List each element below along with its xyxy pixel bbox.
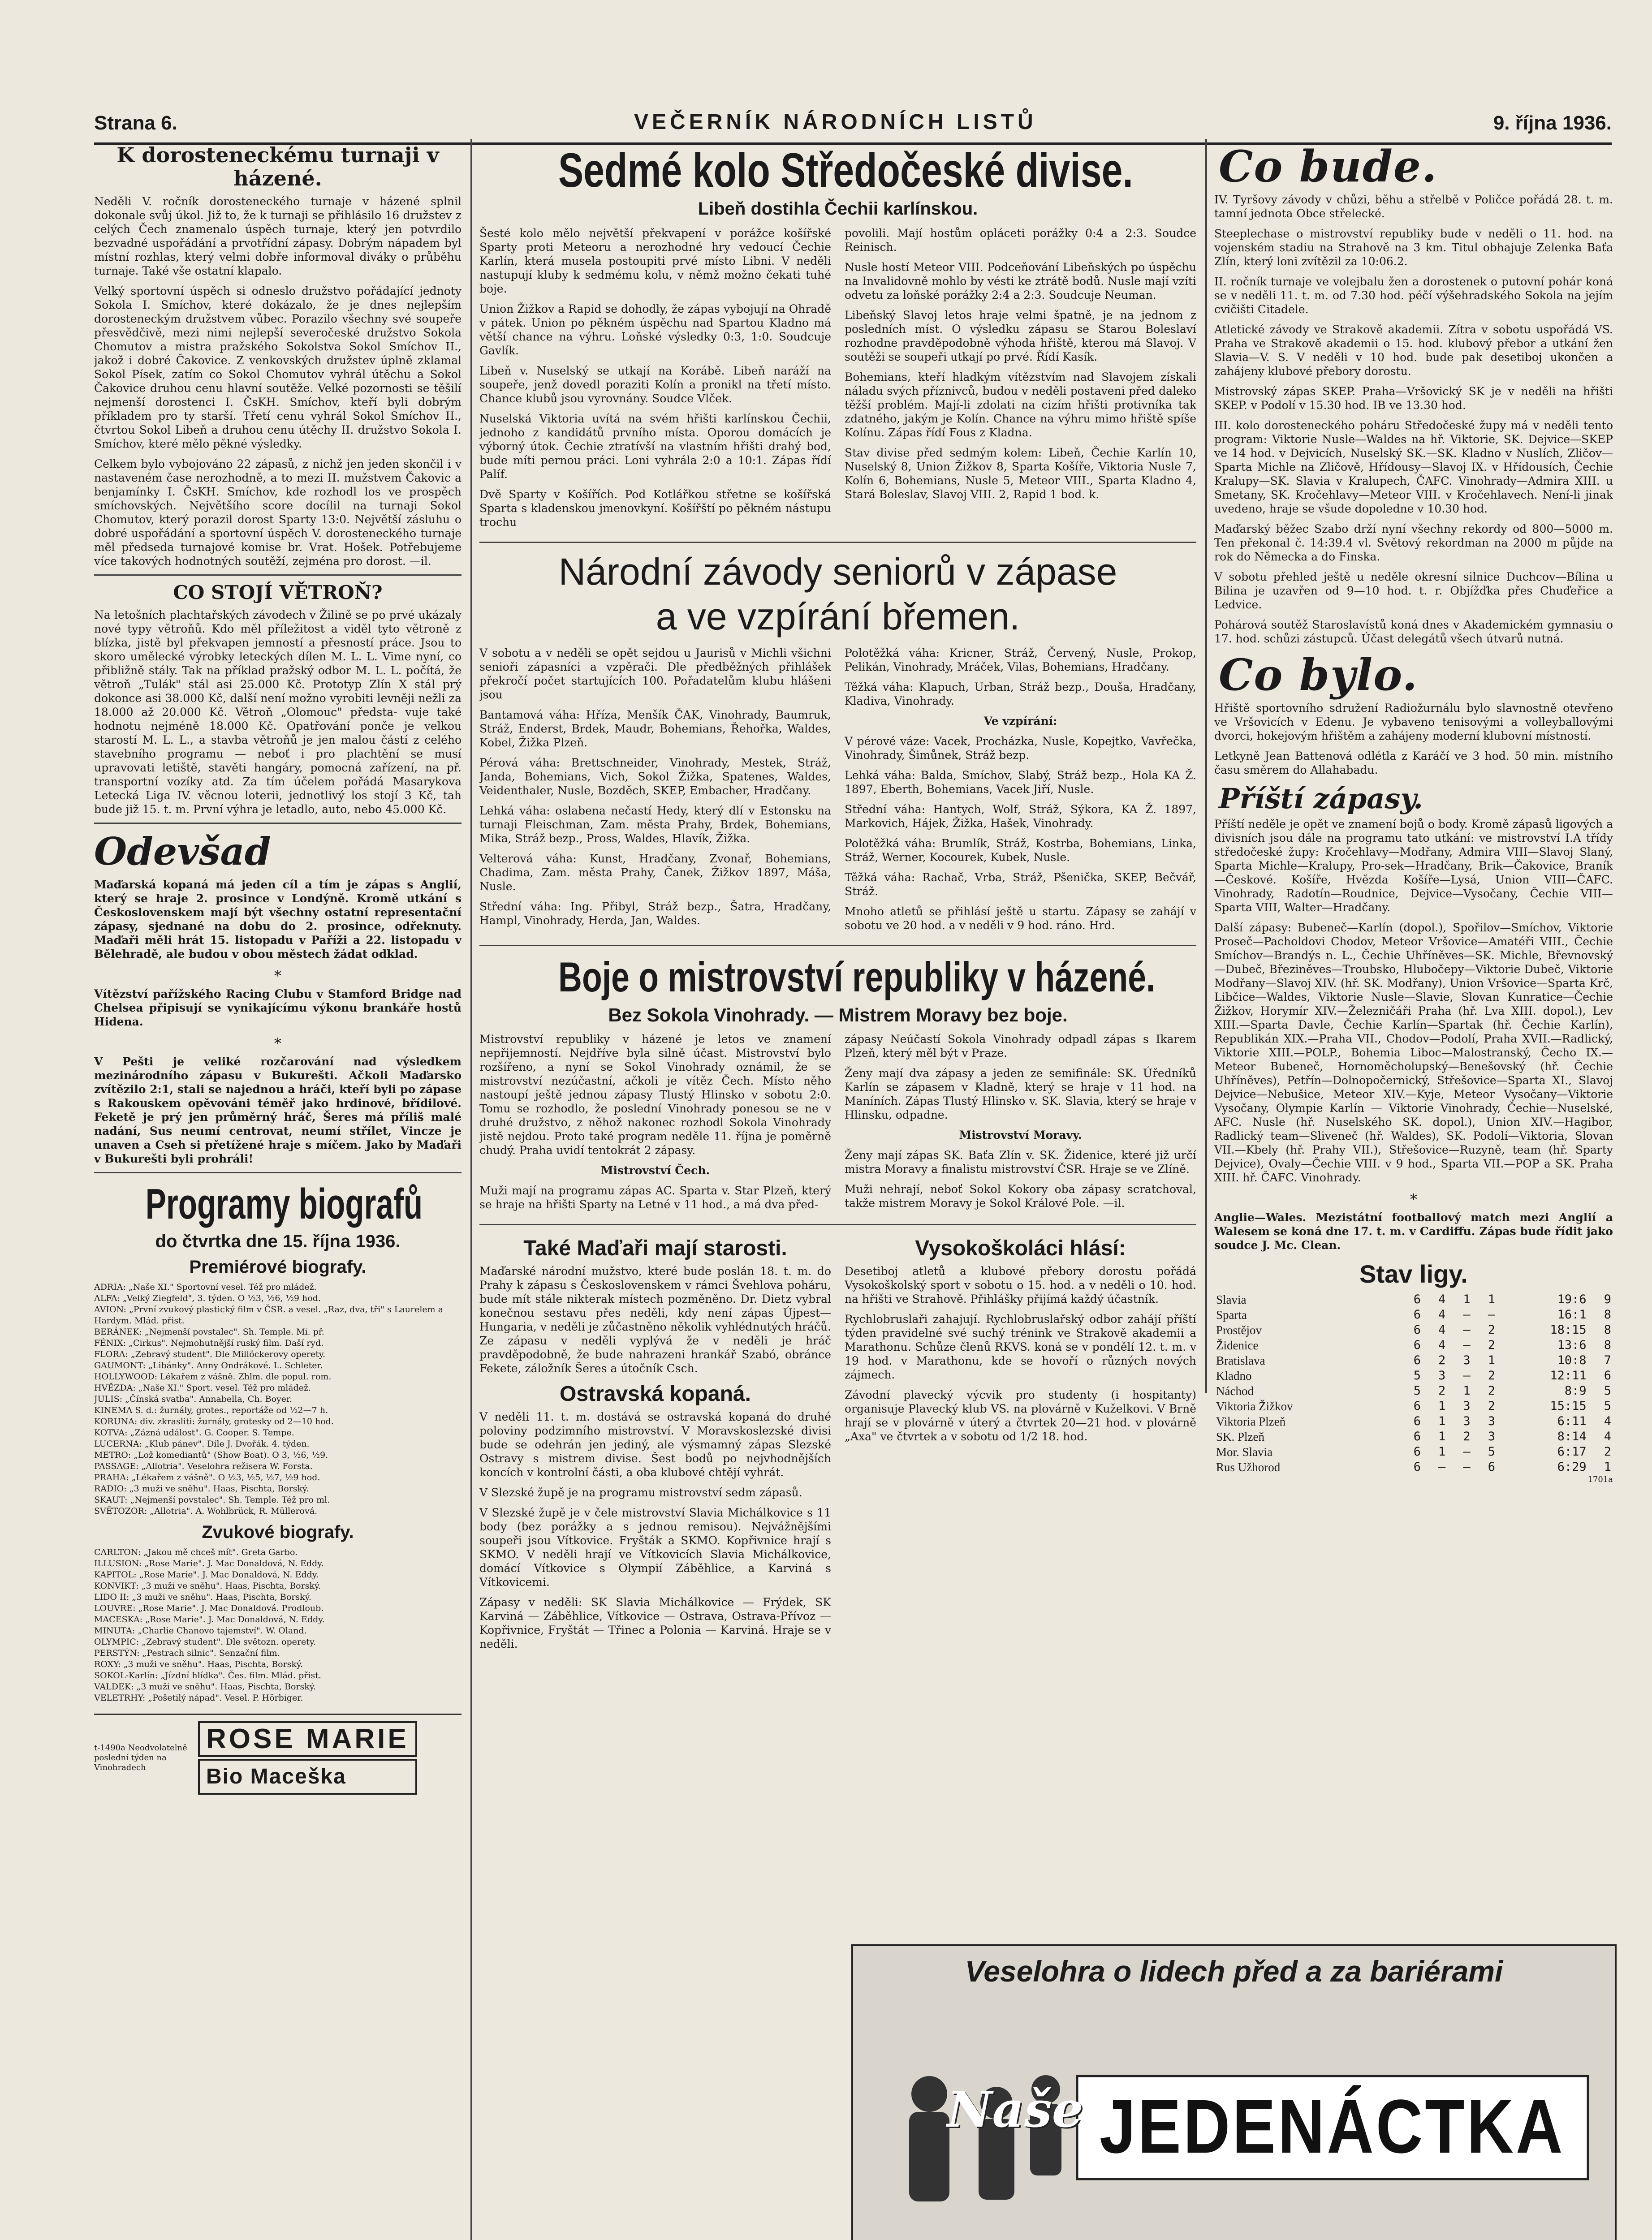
subheading-mistrovstvi-moravy: Mistrovství Moravy. [959,1129,1082,1142]
league-table [1214,1292,1613,1475]
table-cell: 2 [1488,1338,1495,1352]
list-item: METRO: „Lož komediantů" (Show Boat). O 3, ½6, ½9. [94,1450,328,1460]
list-item: KOTVA: „Zázná událost". G. Cooper. S. Tempe. [94,1428,294,1438]
table-cell: 4 [1438,1308,1446,1322]
table-cell: — [1488,1308,1495,1322]
table-row [1214,1399,1613,1414]
headline-boje: Boje o mistrovství republiky v házené. [558,953,1156,1000]
paragraph: Závodní plavecký výcvik pro studenty (i hospitanty) organisuje Plavecký klub VS. na plovárně v Kuželkovi. V Brně hrají se v plovárně v úterý a čtvrtek 20—21 hod. v plovárně „Axa" ve čtvrtek a v sobotu od 1/2 18. hod. [845,1388,1196,1443]
list-item: HOLLYWOOD: Lékařem z vášně. Zhlm. dle popul. rom. [94,1372,332,1382]
paragraph: V Slezské župě je v čele mistrovství Slavia Michálkovice s 11 body (bez porážky a s jednou remisou). Nejvážnějšími soupeři jsou Vítkovice. Fryšták a SKMO. Kopřivnice hrají s SKMO. V neděli hrají ve Vítkovicích Slavia Michálkovice, domácí Vítkovice s Olympií Záběhlice, a Karviná s Vítkovicemi. [479,1506,831,1589]
paragraph: Těžká váha: Klapuch, Urban, Stráž bezp., Douša, Hradčany, Kladiva, Vinohrady. [845,681,1196,707]
table-cell: 5 [1488,1445,1495,1459]
list-item: VELETRHY: „Pošetilý nápad". Vesel. P. Hörbiger. [94,1693,303,1703]
paragraph: Bantamová váha: Hříza, Menšík ČAK, Vinohrady, Baumruk, Stráž, Enderst, Brdek, Maudr, Bohemians, Řehořka, Waldes, Kobel, Žižka Plzeň. [479,708,831,749]
premiere-list [94,1282,462,1517]
list-item: SVĚTOZOR: „Allotria". A. Wohlbrück, R. Müllerová. [94,1506,318,1516]
team-name: Mor. Slavia [1216,1445,1272,1459]
list-item: SKAUT: „Nejmenší povstalec". Sh. Temple. Též pro ml. [94,1495,330,1505]
column-divider [1205,139,1207,1393]
table-cell: 13:6 [1557,1338,1587,1352]
table-cell: 1 [1488,1353,1495,1367]
divider [94,1172,462,1173]
table-cell: 4 [1604,1414,1611,1428]
paragraph: Další zápasy: Bubeneč—Karlín (dopol.), Spořilov—Smíchov, Viktorie Proseč—Pacholdovi Chodov, Meteor Vršovice—Amatéři VIII., Čechie Smíchov—Brandýs n. L., Čechie Uhříněves—SK. Michle, Břevnovský—Dubeč, Březiněves—Troubsko, Hlubočepy—Viktorie Dubeč, Viktorie Modřany—Slavoj XIV. (hř. SK. Modřany), Union Vršovice—Sparta Krč, Libčice—Waldes, Viktorie Nusle—Slavie, Slovan Kunratice—Čechie Žižkov, Horymír XIV.—Železničáři Praha (hř. Lva XIII. dopol.), Lev XIII.—Sparta Davle, Čechie Karlín—Spartak (hř. Čechie Karlín), Republikán XIX.—Praha VII., Chodov—Podolí, Praha XVII.—Radlický, Viktorie XIII.—POLP., Bohemia Liboc—Malostranský, Čecho IX.—Meteor Bubeneč, Hornoměcholupský—Benešovský (hř. Čechie Uhříněves), Petřín—Dolnopočernický, Střešovice—Sparta XI., Slavoj Dejvice—Nebušice, Meteor XIV.—Kyje, Meteor Vysočany—Viktorie Vysočany, Olympie Karlín — Viktorie Vinohrady, Čechie—Nuselské, AFC. Nusle (hř. Nuselského SK. dopol.), Union XIV.—Hagibor, Radlický team—Sliveneč (hř. Waldes), SK. Podolí—Viktoria, Slovan VII.—Kbely (hř. Prahy VII.), Střešovice—Ruzyně, team (hř. Sparty Dejvice), Ovaly—Čechie VIII. v 9 hod., Sparta VII.—POP a SK. Praha XIII. hř. ČAFC. Vinohrady. [1214,921,1613,1184]
table-cell: 2 [1488,1369,1495,1383]
article-narodni [479,646,1196,939]
table-cell: 6 [1413,1399,1421,1413]
table-cell: — [1463,1460,1471,1474]
team-name: Viktoria Plzeň [1216,1415,1286,1428]
paragraph: V sobotu přehled ještě u neděle okresní silnice Duchcov—Bílina u Bilina je uzavřen od 9—10 hod. t. r. Objížďka přes Chuďeřice a Ledvice. [1214,570,1613,611]
list-item: BERÁNEK: „Nejmenší povstalec". Sh. Temple. Mi. př. [94,1327,324,1337]
table-cell: 2 [1488,1384,1495,1398]
odevsad-heading: Odevšad [94,829,271,874]
table-cell: 1 [1488,1292,1495,1306]
divider [479,1224,1196,1225]
paragraph: Celkem bylo vybojováno 22 zápasů, z nichž jen jeden skončil i v nastaveném čase nerozhodně, a to mezi II. mužstvem Čakovic a benjamínky I. ČsKH. Smíchov, kde rozhodl los ve prospěch smíchovských. Největšího score docílil na turnaji Sokol Chomutov, který porazil dorost Sparty 13:0. Největší zásluhu o dobré uspořádání a sportovní úspěch V. dorosteneckého turnaje měl předseda turnajové komise br. Vrat. Hošek. Potřebujeme více takových hodnotných soutěží, zejména pro dorost. —il. [94,457,462,568]
paragraph: II. ročník turnaje ve volejbalu žen a dorostenek o putovní pohár koná se v neděli 11. t. m. od 7.30 hod. péčí výšehradského Sokola na jejím cvičišti Citadele. [1214,275,1613,316]
list-item: AVION: „První zvukový plastický film v ČSR. a vesel. „Raz, dva, tři" s Laurelem a Hardym. Mlád. přist. [94,1305,444,1326]
logo-nase: Naše [947,2081,1083,2138]
paragraph: Těžká váha: Rachač, Vrba, Stráž, Pšenička, SKEP, Bečvář, Stráž. [845,871,1196,898]
paragraph: zápasy Neúčastí Sokola Vinohrady odpadl zápas s Ikarem Plzeň, který měl být v Praze. [845,1033,1196,1060]
paragraph: Pohárová soutěž Staroslavístů koná dnes v Akademickém gymnasiu o 17. hod. schůzi zástupců. Účast delegátů všech útvarů nutná. [1214,618,1613,645]
table-row [1214,1353,1613,1368]
table-row [1214,1414,1613,1429]
paragraph: Šesté kolo mělo největší překvapení v porážce košířské Sparty proti Meteoru a nerozhodné hry vedoucí Čechie Karlín, která musela postoupiti prvé místo Libni. V neděli nastupují kluby k sedmému kolu, v němž možno čekati tuhé boje. [479,227,831,295]
table-cell: 19:6 [1557,1292,1587,1306]
paragraph: Mnoho atletů se přihlásí ještě u startu. Zápasy se zahájí v sobotu ve 20 hod. a v neděli v 9 hod. ráno. Hrd. [845,905,1196,932]
team-name: Prostějov [1216,1323,1262,1337]
table-cell: 1 [1438,1399,1446,1413]
table-cell: 6:29 [1557,1460,1587,1474]
table-row [1214,1338,1613,1353]
headline-vysokoskolaci: Vysokoškoláci hlásí: [915,1236,1126,1260]
paragraph: Stav divise před sedmým kolem: Libeň, Čechie Karlín 10, Nuselský 8, Union Žižkov 8, Sparta Košíře, Viktoria Nusle 7, Kolín 6, Bohemians, Nusle 5, Meteor VIII., Sparta Kladno 4, Stará Boleslav, Slavoj VIII. 2, Rapid 1 bod. k. [845,446,1196,501]
co-bylo-heading: Co bylo. [1219,650,1418,700]
separator-star: * [1410,1191,1417,1208]
headline-narodni-1: Národní závody seniorů v zápase [558,551,1117,593]
table-cell: 6 [1413,1353,1421,1367]
list-item: PRAHA: „Lékařem z vášně". O ½3, ½5, ½7, ½9 hod. [94,1473,320,1482]
paragraph: V sobotu a v neděli se opět sejdou u Jaurisů v Michli všichni senioři zápasníci a vzpěrači. Dle předběžných přihlášek překročí počet startujících 100. Pořadatelům klubu hlášeni jsou [479,646,831,701]
table-row [1214,1460,1613,1475]
ad-note: t-1490a Neodvolatelně poslední týden na Vinohradech [94,1743,187,1772]
table-cell: — [1463,1369,1471,1383]
paragraph: V Pešti je veliké rozčarování nad výsledkem mezinárodního zápasu v Bukurešti. Ačkoli Maďarsko zvítězilo 2:1, stali se najednou a hráči, kteří byli po zápase s Rakouskem opěvováni téměř jako hrdinové, břídilové. Feketě je prý jen průměrný hráč, Šeres má příliš malé nadání, Sus neumí centrovat, neumí střílet, Vincze je unaven a Cseh si přetížené hraje s míčem. Jako by Maďaři v Bukurešti byli prohráli! [94,1055,462,1165]
table-cell: 3 [1488,1430,1495,1443]
list-item: MACESKA: „Rose Marie". J. Mac Donaldová, N. Eddy. [94,1615,325,1624]
stav-ligy-heading: Stav ligy. [1359,1260,1468,1288]
paragraph: Pérová váha: Brettschneider, Vinohrady, Mestek, Stráž, Janda, Bohemians, Vich, Sokol Žižka, Spatenes, Waldes, Veidenthaler, Nusle, Bozděch, SKEP, Embacher, Hradčany. [479,756,831,797]
list-item: KONVIKT: „3 muži ve sněhu". Haas, Pischta, Borský. [94,1581,321,1591]
table-cell: 1 [1438,1414,1446,1428]
table-cell: 6 [1413,1414,1421,1428]
table-cell: 4 [1604,1430,1611,1443]
team-name: Kladno [1216,1369,1252,1383]
paragraph: Letkyně Jean Battenová odlétla z Karáčí ve 3 hod. 50 min. místního času směrem do Allahabadu. [1214,750,1613,776]
table-cell: 16:1 [1557,1308,1587,1322]
paragraph: Anglie—Wales. Mezistátní footballový match mezi Anglií a Walesem se koná dne 17. t. m. v Cardiffu. Zápas bude řídit jako soudce J. Mc. Clean. [1214,1211,1613,1252]
paragraph: Nuselská Viktoria uvítá na svém hřišti karlínskou Čechii, jednoho z kandidátů prvního místa. Oporou domácích je výborný útok. Čechie ztratívší na vlastním hřišti drahý bod, bude míti pernou práci. Loni vyhrála 2:0 a 10:1. Zápas řídí Palíf. [479,412,831,481]
ad-bio-maceska: Bio Maceška [198,1759,417,1795]
paragraph: Neděli V. ročník dorosteneckého turnaje v házené splnil dokonale svůj úkol. Již to, že k turnaji se přihlásilo 16 družstev z celých Čech znamenalo úspěch turnaje, který jen potvrdilo bezvadné uspořádání a prvotřídní zápasy. Dobrým nápadem byl místní rozhlas, který velmi dobře informoval diváky o průběhu turnaje. Také vše ostatní klapalo. [94,195,462,277]
paragraph: IV. Tyršovy závody v chůzi, běhu a střelbě v Poličce pořádá 28. t. m. tamní jednota Obce střelecké. [1214,193,1613,220]
table-cell: 8:14 [1557,1430,1587,1443]
list-item: FÉNIX: „Cirkus". Nejmohutnější ruský film. Daší ryd. [94,1338,324,1348]
list-item: OLYMPIC: „Zebravý student". Dle světozn. operety. [94,1637,316,1647]
table-cell: 1 [1463,1292,1471,1306]
list-item: ILLUSION: „Rose Marie". J. Mac Donaldová, N. Eddy. [94,1559,324,1568]
ad-rose-marie: ROSE MARIE [198,1721,417,1757]
list-item: KORUNA: div. zkrasliti: žurnály, grotesky od 2—10 hod. [94,1417,334,1426]
paragraph: Na letošních plachtařských závodech v Žilině se po prvé ukázaly nové typy větroňů. Kdo měl příležitost a viděl tyto větroně z blízka, jistě byl překvapen jemností a přesností práce. Jsou to skoro umělecké výrobky leteckých dílen M. L. L. Vime nyní, co přibližně stály. Tak na příklad pražský odbor M. L. L. počítá, že větroň „Tulák" stál asi 25.000 Kč. Prototyp Zlín X stál prý dokonce asi 38.000 Kč, další není možno vyrobiti levněji nežli za 18.000 až 20.000 Kč. Větroň „Olomouc" předsta- vuje také hodnotu nejméně 18.000 Kč. Opatřování ponče je velkou starostí M. L. L., a stavba větroňů je jen malou částí z celého stavebního programu — neboť i pro plachtění se musí upravovati letiště, stavěti hangáry, pomocná zařízení, na př. transportní vozíky atd. Za tím účelem pořádá Masarykova Letecká Liga IV. věcnou loterii, jednotlivý los stojí 3 Kč, tah bude již 15. t. m. První výhra je letadlo, auto, nebo 45.000 Kč. [94,608,462,816]
paragraph: Libeňský Slavoj letos hraje velmi špatně, je na jednom z posledních míst. O výsledku zápasu se Starou Boleslaví rozhodne pravděpodobně výhoda hřiště, kterou má Slavoj. V soutěži se soupeři utkají po prvé. Řídí Kasík. [845,309,1196,363]
table-cell: 1 [1438,1430,1446,1443]
table-cell: 3 [1463,1414,1471,1428]
table-cell: 1 [1604,1460,1611,1474]
divider [479,542,1196,543]
zvukove-list [94,1547,462,1704]
paragraph: III. kolo dorosteneckého poháru Středočeské župy má v neděli tento program: Viktorie Nusle—Waldes na hř. Viktorie, SK. Dejvice—SKEP ve 14 hod. v Dejvicích, Nuselský SK.—SK. Kladno v Nuslích, Zličov—Sparta Michle na Zličově, Hřídousy—Slavoj IX. v Hřídousích, Čechie Kralupy—SK. Slavia v Kralupech, ČAFC. Vinohrady—Admira XIII. u Smetany, SK. Kročehlavy—Meteor VIII. v Kročehlavech. Není-li jinak uvedeno, hraje se všude dopoledne v 10.30 hod. [1214,419,1613,515]
table-cell: 5 [1413,1369,1421,1383]
paragraph: V pérové váze: Vacek, Procházka, Nusle, Kopejtko, Vavřečka, Vinohrady, Šimůnek, Stráž bezp. [845,735,1196,762]
subheadline-boje: Bez Sokola Vinohrady. — Mistrem Moravy bez boje. [608,1004,1068,1025]
table-row [1214,1429,1613,1444]
paragraph: Velký sportovní úspěch si odneslo družstvo pořádající jednoty Sokola I. Smíchov, které dokázalo, že je dnes nejlepším dorosteneckým družstvem vůbec. Porazilo všechny své soupeře přesvědčivě, mezi nimi nejlepší severočeské družstvo Sokola Chomutov a mistra pražského Sokolstva Sokol Smíchov II., jakož i dobré Čakovice. Z venkovských družstev úplně zklamal Sokol Písek, zatím co Sokol Chomutov vyhrál útěchu a Sokol Čakovice druhou cenu hlavní soutěže. Velké pozornosti se těšilí nejmenší dorostenci I. ČsKH. Smíchov, kteří byli dobrým příkladem pro ty starší. Třetí cenu vyhrál Sokol Smíchov II., čtvrtou Sokol Libeň a druhou cenu útěchy II. družstvo Sokola I. Smíchov, které mělo pěkné výsledky. [94,284,462,450]
paragraph: Dvě Sparty v Košířích. Pod Kotlářkou střetne se košířská Sparta s kladenskou jmenovkyní. Košířští po pěkném nástupu trochu [479,488,831,529]
paragraph: Muži mají na programu zápas AC. Sparta v. Star Plzeň, který se hraje na hřišti Sparty na Letné v 11 hod., a má dva před- [479,1184,831,1211]
paragraph: Velterová váha: Kunst, Hradčany, Zvonař, Bohemians, Chadima, Zam. města Prahy, Čanek, Žižkov 1897, Máša, Nusle. [479,852,831,893]
table-cell: 2 [1488,1399,1495,1413]
paragraph: Ženy mají dva zápasy a jeden ze semifinále: SK. Úředníků Karlín se zápasem v Kladně, který se hraje v 11 hod. na Maníních. Zápas Tlustý Hlinsko v. SK. Slavia, který se hraje v Hlinsku, odpadne. [845,1067,1196,1121]
zvukove-heading: Zvukové biografy. [202,1522,354,1542]
table-cell: 4 [1438,1292,1446,1306]
team-name: Bratislava [1216,1354,1265,1367]
table-cell: 15:15 [1550,1399,1587,1413]
table-cell: 6 [1413,1460,1421,1474]
paragraph: Nusle hostí Meteor VIII. Podceňování Libeňských po úspěchu na Invalidovně mohlo by vésti ke ztrátě bodů. Nusle mají vzíti odvetu za loňské porážky 2:4 a 2:3. Soudcuje Neuman. [845,261,1196,302]
paragraph: Hřiště sportovního sdružení Radiožurnálu bylo slavnostně otevřeno ve Vršovicích v Edenu. Je vybaveno tenisovými a volleyballovými dvorci, hokejovým hřištěm a zahájeny moderní klubovní místností. [1214,702,1613,742]
subheadline-liben: Libeň dostihla Čechii karlínskou. [698,199,978,219]
rose-marie-ad [94,1714,462,1795]
jedenactka-ad [851,1944,1617,2240]
team-name: SK. Plzeň [1216,1430,1264,1443]
table-row [1214,1322,1613,1338]
team-name: Rus Užhorod [1216,1460,1281,1474]
list-item: ADRIA: „Naše XI." Sportovní vesel. Též pro mládež. [94,1282,317,1292]
list-item: JULIS: „Čínská svatba". Annabella, Ch. Boyer. [94,1394,293,1404]
table-cell: 8 [1604,1338,1611,1352]
headline-ostravska: Ostravská kopaná. [560,1382,751,1406]
ad-code: 1701a [1587,1475,1613,1484]
table-cell: 6 [1413,1430,1421,1443]
table-row [1214,1368,1613,1383]
table-cell: 3 [1438,1369,1446,1383]
lower-articles [479,1232,1196,1657]
issue-date: 9. října 1936. [1493,112,1612,134]
paragraph: Union Žižkov a Rapid se dohodly, že zápas vybojují na Ohradě v pátek. Union po pěkném úspěchu nad Spartou Kladno má větší chance na výhru. Loňské výsledky 0:3, 1:0. Soudcuje Gavlík. [479,302,831,357]
list-item: LUCERNA: „Klub pánev". Díle J. Dvořák. 4. týden. [94,1439,310,1449]
table-cell: 2 [1463,1430,1471,1443]
table-cell: 1 [1463,1384,1471,1398]
divider [479,945,1196,946]
paragraph: Bohemians, kteří hladkým vítězstvím nad Slavojem získali náladu svých příznivců, budou v neděli postaveni před daleko těžší problém. Mají-li zdolati na cizím hřišti protivníka tak zdatného, jakým je Kolín. Chance na výhru mimo hřiště spíše Kolínu. Zápas řídí Fous z Kladna. [845,370,1196,439]
table-cell: 12:11 [1550,1369,1587,1383]
headline-dorostenecky: K dorosteneckému turnaji v házené. [116,143,439,190]
list-item: PERSTÝN: „Pestrach silnic". Senzační film. [94,1648,280,1658]
paragraph: Maďarská kopaná má jeden cíl a tím je zápas s Anglií, který se hraje 2. prosince v Londýně. Kromě utkání s Československem mají být všechny ostatní representační zápasy, sjednané na dobu do 2. prosince, odřeknuty. Maďaři měli hrát 15. listopadu v Paříži a 22. listopadu v Bělehradě, ale budou v obou městech žádat odklad. [94,878,462,961]
team-name: Slavia [1216,1293,1247,1306]
paragraph: Lehká váha: Balda, Smíchov, Slabý, Stráž bezp., Hola KA Ž. 1897, Eberth, Bohemians, Vacek Jiří, Nusle. [845,769,1196,796]
paragraph: povolili. Mají hostům opláceti porážky 0:4 a 2:3. Soudce Reinisch. [845,227,1196,254]
newspaper-title: VEČERNÍK NÁRODNÍCH LISTŮ [634,110,1037,134]
programy-date: do čtvrtka dne 15. října 1936. [155,1232,401,1251]
list-item: ALFA: „Velký Ziegfeld", 3. týden. O ½3, ½6, ½9 hod. [94,1293,321,1303]
table-cell: 6:11 [1557,1414,1587,1428]
logo-jedenactka: JEDENÁCTKA [1100,2084,1565,2169]
list-item: RADIO: „3 muži ve sněhu". Haas, Pischta, Borský. [94,1484,309,1494]
table-cell: 6 [1413,1292,1421,1306]
list-item: LIDO II: „3 muži ve sněhu". Haas, Pischta, Borský. [94,1592,311,1602]
table-cell: 3 [1463,1399,1471,1413]
ad-banner: Veselohra o lidech před a za bariérami [965,1955,1503,1988]
table-cell: 6:17 [1557,1445,1587,1459]
pristi-zapasy-heading: Příští zápasy. [1219,782,1423,815]
separator-star: * [274,1035,281,1052]
table-cell: 3 [1463,1353,1471,1367]
table-cell: — [1463,1323,1471,1337]
paragraph: V Slezské župě je na programu mistrovství sedm zápasů. [479,1486,802,1499]
table-cell: 2 [1488,1323,1495,1337]
paragraph: Zápasy v neděli: SK Slavia Michálkovice — Frýdek, SK Karviná — Záběhlice, Vítkovice — Ostrava, Ostrava-Přívoz — Kopřivnice, Fryštát — Třinec a Polonia — Karviná. Hraje se v neděli. [479,1596,831,1650]
paragraph: Rychlobruslaři zahajují. Rychlobruslařský odbor zahájí příští týden pravidelné své suchý trénink ve Strakově akademii a Marathonu. Schůze členů RKVS. koná se v pondělí 12. t. m. v 19 hod. v Marathonu, kde se hovoří o různých nových zájmech. [845,1313,1196,1381]
table-cell: 5 [1413,1384,1421,1398]
premiere-heading: Premiérové biografy. [189,1257,367,1277]
table-row [1214,1444,1613,1460]
paragraph: Střední váha: Ing. Přibyl, Stráž bezp., Šatra, Hradčany, Hampl, Vinohrady, Herda, Jan, Waldes. [479,900,831,927]
table-cell: 18:15 [1550,1323,1587,1337]
column-right [1214,143,1613,1801]
table-cell: 6 [1413,1338,1421,1352]
list-item: SOKOL-Karlín: „Jízdní hlídka". Čes. film. Mlád. přist. [94,1671,321,1680]
subheading-vzpirani: Ve vzpírání: [983,715,1057,728]
table-cell: 8:9 [1564,1384,1587,1398]
paragraph: Vítězství pařížského Racing Clubu v Stamford Bridge nad Chelsea připisují se vynikajícímu výkonu brankáře hostů Hidena. [94,987,462,1028]
table-cell: 8 [1604,1323,1611,1337]
table-cell: 6 [1413,1445,1421,1459]
table-cell: 2 [1604,1445,1611,1459]
table-cell: 3 [1488,1414,1495,1428]
paragraph: Střední váha: Hantych, Wolf, Stráž, Sýkora, KA Ž. 1897, Markovich, Hájek, Žižka, Hašek, Vinohrady. [845,803,1196,830]
headline-narodni-2: a ve vzpírání břemen. [656,595,1020,638]
table-cell: — [1463,1338,1471,1352]
table-cell: 6 [1413,1323,1421,1337]
article-sedme-kolo [479,226,1196,535]
list-item: ROXY: „3 muži ve sněhu". Haas, Pischta, Borský. [94,1659,303,1669]
paragraph: Desetiboj atletů a klubové přebory dorostu pořádá Vysokoškolský sport v sobotu o 15. hod. a v neděli o 10. hod. na hřišti ve Strahově. Přihlášky přijímá každý účastník. [845,1265,1196,1305]
list-item: HVĚZDA: „Naše XI." Sport. vesel. Též pro mládež. [94,1383,311,1393]
subheading-mistrovstvi-cech: Mistrovství Čech. [600,1164,710,1177]
article-boje [479,1032,1196,1218]
table-cell: — [1438,1460,1446,1474]
list-item: KINEMA S. d.: žurnály, grotes., reportáže od ½2—7 h. [94,1405,328,1415]
table-cell: 2 [1438,1384,1446,1398]
paragraph: Mistrovství republiky v házené je letos ve znamení nepřijemností. Nejdříve byla silně účast. Mistrovství bylo rozšířeno, a nyní se Sokol Vinohrady oznámil, že se mistrovství nezúčastní, ačkoli je vítěz Čech. Místo něho nastoupí ještě jednou zápasy Tlustý Hlinsko v sobotu 2:0. Tomu se rozhodlo, že poslední Vinohrady ponesou se ne v druhé družstvo, z něhož nakonec rozhodl Sokola Vinohrady jistě nejdou. Proto také program neděle 11. října je poměrně chudý. Praha uvidí tentokrát 2 zápasy. [479,1033,831,1157]
table-row [1214,1383,1613,1399]
paragraph: Mistrovský zápas SKEP. Praha—Vršovický SK je v neděli na hřišti SKEP. v Podolí v 15.30 hod. IB ve 13.30 hod. [1214,385,1613,412]
paragraph: Ženy mají zápas SK. Baťa Zlín v. SK. Židenice, které již určí mistra Moravy a finalistu mistrovství ČSR. Hraje se ve Zlíně. [845,1149,1196,1176]
separator-star: * [274,967,281,984]
paragraph: Polotěžká váha: Kricner, Stráž, Červený, Nusle, Prokop, Pelikán, Vinohrady, Mráček, Vilas, Bohemians, Hradčany. [845,646,1196,673]
table-cell: 7 [1604,1353,1611,1367]
list-item: PASSAGE: „Allotria". Veselohra režisera W. Forsta. [94,1461,313,1471]
table-cell: 5 [1604,1399,1611,1413]
list-item: MINUTA: „Charlie Chanovo tajemství". W. Oland. [94,1626,307,1636]
table-row [1214,1307,1613,1322]
ad-illustration [867,2013,1601,2240]
table-cell: 8 [1604,1308,1611,1322]
table-row [1214,1292,1613,1307]
table-cell: 4 [1438,1338,1446,1352]
headline-sedme-kolo: Sedmé kolo Středočeské divise. [558,143,1133,197]
team-name: Židenice [1216,1339,1259,1352]
paragraph: V neděli 11. t. m. dostává se ostravská kopaná do druhé poloviny podzimního mistrovství. V Moravskoslezské divisi bude se odehrán jen jediný, ale výsmamný zápas Slezské Ostravy s mistrem divise. Šest bodů po nejvhodnějších koncích v kontrolní části, a oba klubové chtějí vyhrát. [479,1410,831,1479]
paragraph: Atletické závody ve Strakově akademii. Zítra v sobotu uspořádá VS. Praha ve Strakově akademii o 15. hod. klubový přebor a utkání žen Slavia—V. S. V neděli v 10 hod. bude pak desetiboj ukončen a zahájeny klubové přebory dorostu. [1214,323,1613,378]
paragraph: Polotěžká váha: Brumlík, Stráž, Kostrba, Bohemians, Linka, Stráž, Werner, Kocourek, Kubek, Nusle. [845,837,1196,864]
paragraph: Maďarské národní mužstvo, které bude poslán 18. t. m. do Prahy k zápasu s Československem v rámci Švehlova poháru, bude mít stále nikterak místech pozměněno. Dr. Dietz vybral konečnou sestavu přes neděli, kdy není zápas Újpest—Hungaria, v neděli je zůčastněno několik vyhlédnutých hráčů. Ze zápasu v neděli vyplývá že v neděli je hráč pravděpodobně, že bude nahrazeni hrankář Szabó, obránce Fekete, záložník Šeres a útočník Csch. [479,1265,831,1375]
headline-vetron: CO STOJÍ VĚTROŇ? [173,582,383,603]
headline-madari: Také Maďaři mají starosti. [523,1236,787,1260]
masthead [94,76,1612,145]
table-cell: 1 [1438,1445,1446,1459]
column-divider [470,139,472,2240]
column-center [479,143,1196,2240]
table-cell: — [1463,1445,1471,1459]
list-item: VALDEK: „3 muži ve sněhu". Haas, Pischta, Borský. [94,1682,316,1692]
team-name: Viktoria Žižkov [1216,1400,1293,1413]
paragraph: Maďarský běžec Szabo drží nyní všechny rekordy od 800—5000 m. Ten překonal č. 14:39.4 vl. Světový rekordman na 2000 m půjde na rok do Německa a do Finska. [1214,522,1613,563]
table-cell: 2 [1438,1353,1446,1367]
team-name: Sparta [1216,1308,1247,1322]
table-cell: 4 [1438,1323,1446,1337]
list-item: CARLTON: „Jakou mě chceš mít". Greta Garbo. [94,1547,298,1557]
table-cell: 9 [1604,1292,1611,1306]
list-item: FLORA: „Zebravý student". Dle Millöckerovy operety. [94,1349,326,1359]
table-cell: — [1463,1308,1471,1322]
team-name: Náchod [1216,1384,1254,1398]
paragraph: Steeplechase o mistrovství republiky bude v neděli o 11. hod. na vojenském stadiu na Strahově na 3 km. Titul obhajuje Zelenka Baťa Zlín, který loni zvítězil za 10:06.2. [1214,227,1613,268]
divider [94,823,462,824]
table-cell: 6 [1604,1369,1611,1383]
table-cell: 5 [1604,1384,1611,1398]
table-cell: 6 [1413,1308,1421,1322]
paragraph: Příští neděle je opět ve znamení bojů o body. Kromě zápasů ligových a divisních jsou dále na programu tato utkání: ve mistrovství I.A třídy středočeské župy: Kročehlavy—Modřany, Admira VIII—Slavoj Slaný, Sparta Michle—Kralupy, Pro-sek—Hradčany, Brik—Čakovice, Braník—Českové. Košíře, Hvězda Košíře—Lysá, Union VIII—ČAFC. Vinohrady, Radotín—Roudnice, Dejvice—Vysočany, Čechie VIII—Sparta VIII, Walter—Hradčany. [1214,818,1613,914]
list-item: KAPITOL: „Rose Marie". J. Mac Donaldová, N. Eddy. [94,1570,319,1580]
list-item: GAUMONT: „Libánky". Anny Ondrákové. L. Schleter. [94,1361,323,1370]
table-cell: 10:8 [1557,1353,1587,1367]
paragraph: Muži nehrají, neboť Sokol Kokory oba zápasy scratchoval, takže mistrem Moravy je Sokol Králové Pole. —il. [845,1183,1196,1210]
table-cell: 6 [1488,1460,1495,1474]
paragraph: Lehká váha: oslabena nečastí Hedy, který dlí v Estonsku na turnaji Fleischman, Zam. města Prahy, Brdek, Bohemians, Mika, Stráž bezp., Pross, Waldes, Hlavík, Žižka. [479,804,831,845]
page-number: Strana 6. [94,112,177,134]
programy-heading: Programy biografů [145,1180,423,1228]
divider [94,574,462,576]
list-item: LOUVRE: „Rose Marie". J. Mac Donaldová. Prodloub. [94,1603,324,1613]
co-bude-heading: Co bude. [1219,143,1438,192]
column-left [94,143,462,2240]
paragraph: Libeň v. Nuselský se utkají na Korábě. Libeň naráží na soupeře, jenž dovedl poraziti Kolín a pronikl na třetí místo. Chance klubů jsou vyrovnány. Soudce Vlček. [479,364,831,405]
